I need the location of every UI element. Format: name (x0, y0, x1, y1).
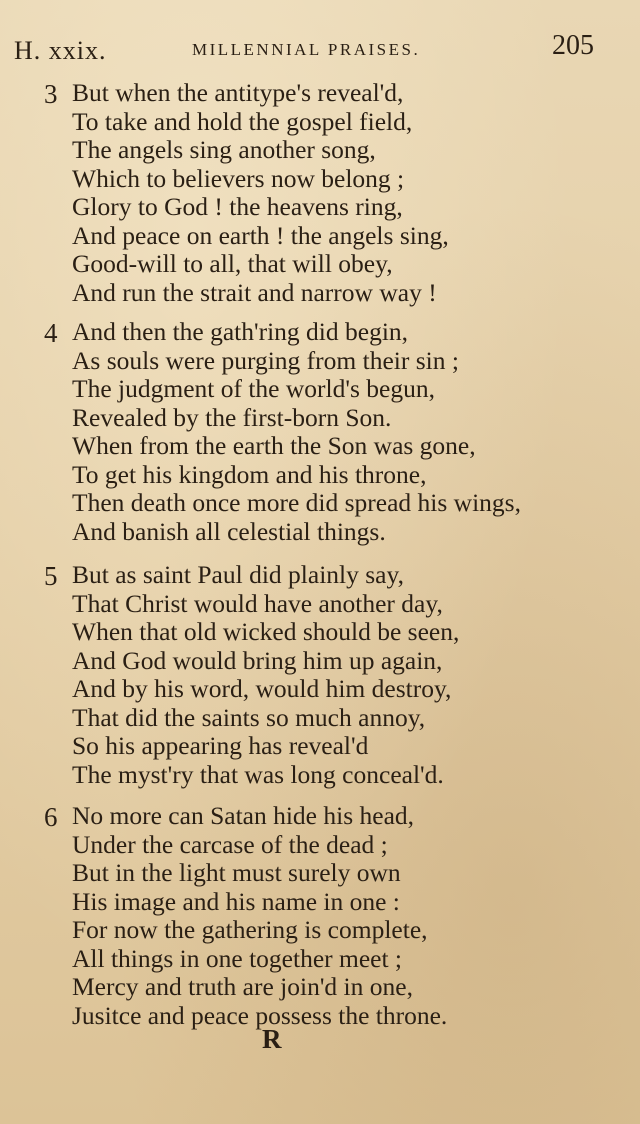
verse-line: Mercy and truth are join'd in one, (72, 972, 413, 1001)
verse-line: The judgment of the world's begun, (72, 374, 435, 403)
verse-line: And banish all celestial things. (72, 516, 386, 546)
stanza-3 (44, 79, 604, 307)
verse-line: And peace on earth ! the angels sing, (72, 220, 449, 250)
verse-line: The myst'ry that was long conceal'd. (72, 759, 444, 789)
stanza-4 (44, 318, 604, 546)
verse-line: But when the antitype's reveal'd, (72, 78, 404, 107)
running-title: MILLENNIAL PRAISES. (192, 40, 421, 59)
running-header (14, 30, 594, 70)
verse-line: To take and hold the gospel field, (72, 106, 413, 136)
stanza-number: 4 (44, 318, 58, 348)
stanza-number: 3 (44, 79, 58, 109)
signature-mark: R (262, 1024, 282, 1054)
verse-line: No more can Satan hide his head, (72, 801, 415, 830)
verse-line: But as saint Paul did plainly say, (72, 560, 404, 589)
verse-line: The angels sing another song, (72, 135, 376, 164)
verse-line: Then death once more did spread his wings, (72, 488, 521, 517)
verse-line: Revealed by the first-born Son. (72, 402, 392, 432)
verse-line: As souls were purging from their sin ; (72, 345, 459, 375)
verse-line: So his appearing has reveal'd (72, 731, 369, 760)
verse-line: To get his kingdom and his throne, (72, 459, 427, 489)
stanza-number: 6 (44, 802, 58, 832)
verse-line: Good-will to all, that will obey, (72, 249, 393, 278)
verse-line: When that old wicked should be seen, (72, 617, 460, 646)
verse-line: Glory to God ! the heavens ring, (72, 192, 403, 221)
verse-line: His image and his name in one : (72, 886, 400, 916)
verse-line: And God would bring him up again, (72, 645, 443, 675)
stanza-5 (44, 561, 604, 789)
verse-line: For now the gathering is complete, (72, 915, 428, 944)
stanza-number: 5 (44, 561, 58, 591)
verse-line: All things in one together meet ; (72, 943, 403, 973)
verse-line: Under the carcase of the dead ; (72, 829, 388, 859)
verse-line: That Christ would have another day, (72, 588, 443, 618)
verse-line: Which to believers now belong ; (72, 163, 405, 193)
verse-line: Jusitce and peace possess the throne. (72, 1000, 448, 1030)
verse-line: And then the gath'ring did begin, (72, 317, 409, 346)
verse-line: But in the light must surely own (72, 858, 401, 887)
verse-line: When from the earth the Son was gone, (72, 431, 476, 460)
stanza-6 (44, 802, 604, 1030)
page-number: 205 (552, 30, 594, 61)
verse-line: And by his word, would him destroy, (72, 674, 452, 703)
verse-line: And run the strait and narrow way ! (72, 277, 437, 307)
hymn-reference: H. xxix. (14, 36, 107, 65)
verse-line: That did the saints so much annoy, (72, 702, 426, 732)
